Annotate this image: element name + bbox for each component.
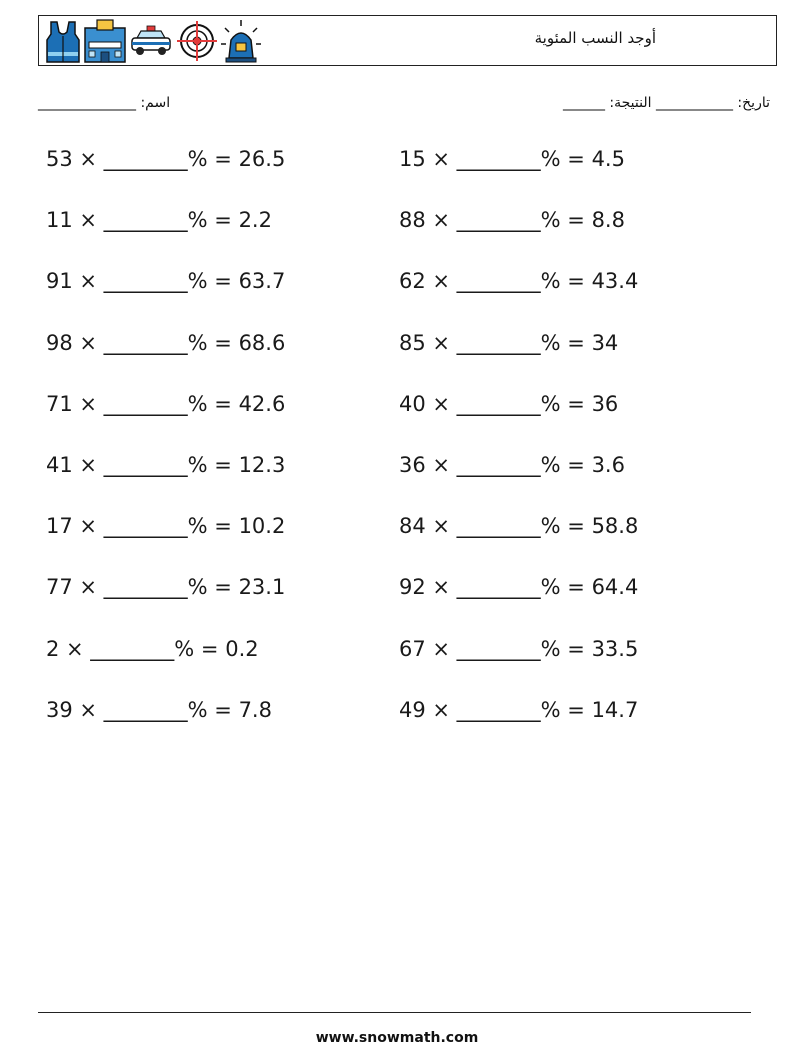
problem-right-6[interactable]: 36 × ________% = 3.6: [399, 453, 625, 477]
problem-right-7[interactable]: 84 × ________% = 58.8: [399, 514, 639, 538]
worksheet-header: [38, 15, 777, 66]
problem-left-6[interactable]: 41 × ________% = 12.3: [46, 453, 286, 477]
problem-right-10[interactable]: 49 × ________% = 14.7: [399, 698, 639, 722]
problem-left-10[interactable]: 39 × ________% = 7.8: [46, 698, 272, 722]
siren-icon: [221, 18, 261, 64]
vest-icon: [45, 18, 81, 64]
problem-right-9[interactable]: 67 × ________% = 33.5: [399, 637, 639, 661]
problem-left-3[interactable]: 91 × ________% = 63.7: [46, 269, 286, 293]
problem-right-4[interactable]: 85 × ________% = 34: [399, 331, 619, 355]
problem-left-7[interactable]: 17 × ________% = 10.2: [46, 514, 286, 538]
name-field[interactable]: ______________ :اسم: [38, 95, 171, 111]
police-car-icon: [129, 18, 173, 64]
police-station-icon: [83, 18, 127, 64]
footer-website: www.snowmath.com: [315, 1030, 479, 1046]
problem-right-5[interactable]: 40 × ________% = 36: [399, 392, 619, 416]
problem-right-1[interactable]: 15 × ________% = 4.5: [399, 147, 625, 171]
problem-left-9[interactable]: 2 × ________% = 0.2: [46, 637, 259, 661]
problem-right-8[interactable]: 92 × ________% = 64.4: [399, 575, 639, 599]
header-icons: [45, 18, 261, 64]
problem-left-2[interactable]: 11 × ________% = 2.2: [46, 208, 272, 232]
problem-right-2[interactable]: 88 × ________% = 8.8: [399, 208, 625, 232]
date-score-field[interactable]: ______ :تاريخ: ___________ النتيجة: [562, 95, 770, 111]
problem-left-5[interactable]: 71 × ________% = 42.6: [46, 392, 286, 416]
crosshair-icon: [175, 18, 219, 64]
worksheet-title: أوجد النسب المئوية: [534, 29, 656, 47]
footer-divider: [38, 1012, 751, 1013]
problem-left-4[interactable]: 98 × ________% = 68.6: [46, 331, 286, 355]
problem-left-8[interactable]: 77 × ________% = 23.1: [46, 575, 286, 599]
problem-left-1[interactable]: 53 × ________% = 26.5: [46, 147, 286, 171]
problem-right-3[interactable]: 62 × ________% = 43.4: [399, 269, 639, 293]
